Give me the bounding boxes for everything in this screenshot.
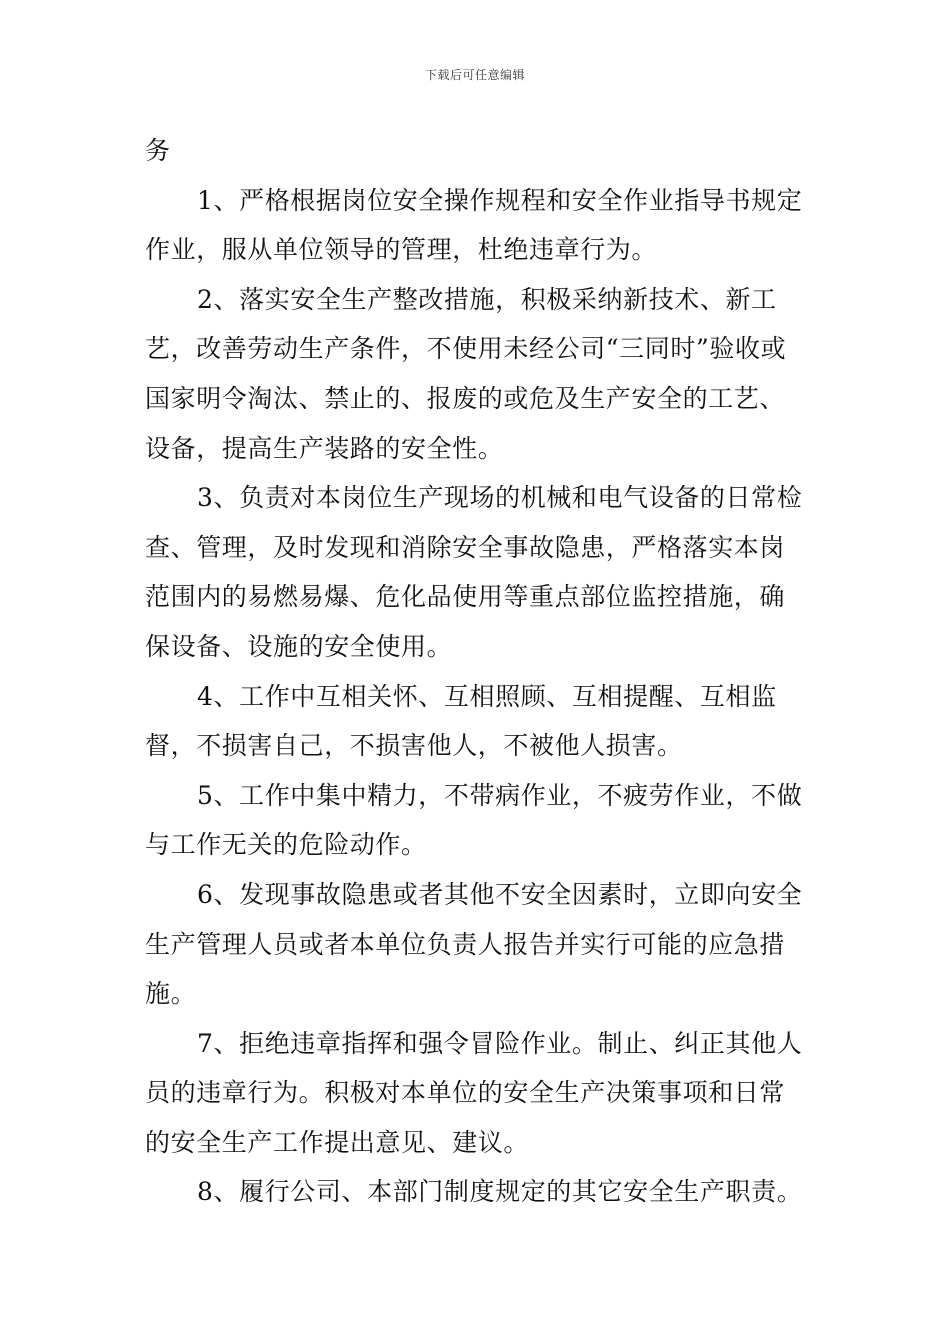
paragraph-item-5: 5、工作中集中精力，不带病作业，不疲劳作业，不做与工作无关的危险动作。 [145,780,803,860]
paragraph-item-1: 1、严格根据岗位安全操作规程和安全作业指导书规定作业，服从单位领导的管理，杜绝违章行为。 [145,185,803,265]
paragraph-item-8: 8、履行公司、本部门制度规定的其它安全生产职责。 [197,1177,803,1207]
paragraph-item-7: 7、拒绝违章指挥和强令冒险作业。制止、纠正其他人员的违章行为。积极对本单位的安全生产决策事项和日常的安全生产工作提出意见、建议。 [145,1028,803,1157]
document-body [145,126,810,1217]
paragraph-item-3: 3、负责对本岗位生产现场的机械和电气设备的日常检查、管理，及时发现和消除安全事故隐患，严格落实本岗范围内的易燃易爆、危化品使用等重点部位监控措施，确保设备、设施的安全使用。 [145,483,803,661]
paragraph-continuation: 务 [145,136,171,165]
paragraph-item-6: 6、发现事故隐患或者其他不安全因素时，立即向安全生产管理人员或者本单位负责人报告并实行可能的应急措施。 [145,879,803,1009]
paragraph-item-2: 2、落实安全生产整改措施，积极采纳新技术、新工艺，改善劳动生产条件，不使用未经公司“三同时”验收或国家明令淘汰、禁止的、报废的或危及生产安全的工艺、设备，提高生产装路的安全性。 [145,284,787,463]
paragraph-item-4: 4、工作中互相关怀、互相照顾、互相提醒、互相监督，不损害自己，不损害他人，不被他人损害。 [145,681,777,761]
page-header: 下载后可任意编辑 [424,68,525,82]
